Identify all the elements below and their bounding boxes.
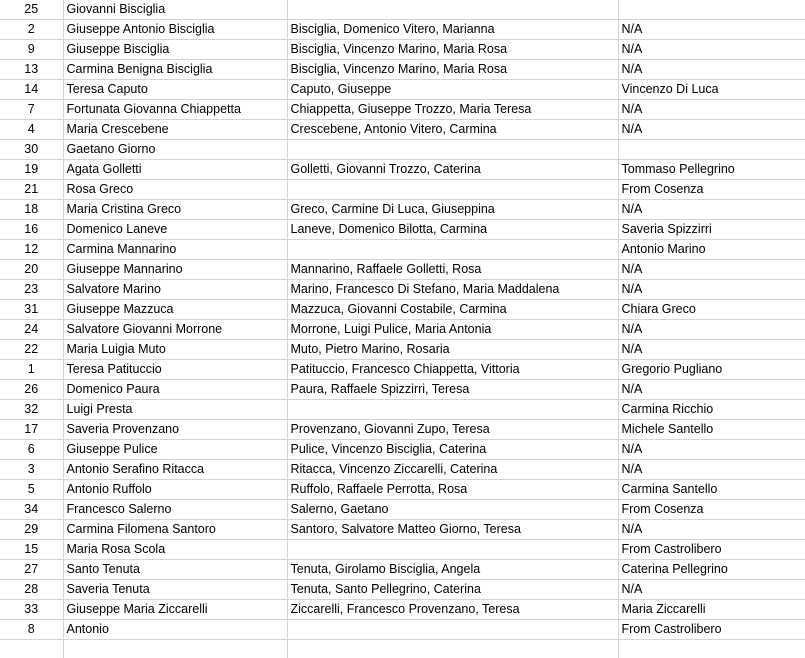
table-row [0, 60, 805, 80]
table-row [0, 120, 805, 140]
table-row [0, 560, 805, 580]
cell-number[interactable]: 2 [0, 20, 63, 40]
cell-parents[interactable]: Tenuta, Santo Pellegrino, Caterina [287, 580, 618, 600]
cell-note[interactable] [618, 0, 805, 20]
cell-note[interactable]: Michele Santello [618, 420, 805, 440]
table-row [0, 500, 805, 520]
cell-note[interactable]: N/A [618, 580, 805, 600]
cell-parents[interactable]: Ritacca, Vincenzo Ziccarelli, Caterina [287, 460, 618, 480]
table-row [0, 420, 805, 440]
table-row [0, 200, 805, 220]
cell-number[interactable]: 9 [0, 40, 63, 60]
table-row [0, 220, 805, 240]
cell-note[interactable] [618, 640, 805, 658]
cell-parents[interactable] [287, 140, 618, 160]
cell-name[interactable]: Giuseppe Mannarino [63, 260, 287, 280]
cell-parents[interactable]: Chiappetta, Giuseppe Trozzo, Maria Teresa [287, 100, 618, 120]
cell-number[interactable]: 12 [0, 240, 63, 260]
cell-note[interactable]: N/A [618, 20, 805, 40]
cell-name[interactable]: Saveria Provenzano [63, 420, 287, 440]
cell-name[interactable]: Carmina Filomena Santoro [63, 520, 287, 540]
table-row [0, 620, 805, 640]
cell-parents[interactable] [287, 180, 618, 200]
cell-name[interactable]: Antonio [63, 620, 287, 640]
cell-number[interactable]: 16 [0, 220, 63, 240]
cell-number[interactable]: 28 [0, 580, 63, 600]
cell-number[interactable]: 32 [0, 400, 63, 420]
table-row [0, 80, 805, 100]
cell-number[interactable]: 5 [0, 480, 63, 500]
cell-name[interactable]: Domenico Paura [63, 380, 287, 400]
cell-parents[interactable] [287, 640, 618, 658]
cell-name[interactable]: Teresa Patituccio [63, 360, 287, 380]
table-row [0, 480, 805, 500]
cell-note[interactable]: N/A [618, 260, 805, 280]
cell-parents[interactable]: Muto, Pietro Marino, Rosaria [287, 340, 618, 360]
table-row [0, 400, 805, 420]
cell-note[interactable]: N/A [618, 200, 805, 220]
cell-note[interactable]: Carmina Ricchio [618, 400, 805, 420]
table-row [0, 580, 805, 600]
cell-number[interactable]: 4 [0, 120, 63, 140]
cell-parents[interactable] [287, 620, 618, 640]
cell-name[interactable]: Giovanni Bisciglia [63, 0, 287, 20]
cell-number[interactable]: 7 [0, 100, 63, 120]
cell-parents[interactable]: Mazzuca, Giovanni Costabile, Carmina [287, 300, 618, 320]
cell-note[interactable]: Tommaso Pellegrino [618, 160, 805, 180]
cell-note[interactable]: Vincenzo Di Luca [618, 80, 805, 100]
cell-note[interactable]: N/A [618, 120, 805, 140]
cell-parents[interactable] [287, 0, 618, 20]
cell-note[interactable] [618, 140, 805, 160]
table-row [0, 160, 805, 180]
cell-number[interactable]: 31 [0, 300, 63, 320]
cell-parents[interactable]: Crescebene, Antonio Vitero, Carmina [287, 120, 618, 140]
cell-note[interactable]: From Castrolibero [618, 540, 805, 560]
cell-name[interactable]: Salvatore Giovanni Morrone [63, 320, 287, 340]
cell-number[interactable]: 30 [0, 140, 63, 160]
cell-number[interactable]: 15 [0, 540, 63, 560]
cell-number[interactable]: 25 [0, 0, 63, 20]
cell-name[interactable]: Teresa Caputo [63, 80, 287, 100]
table-row [0, 360, 805, 380]
cell-name[interactable]: Francesco Salerno [63, 500, 287, 520]
cell-name[interactable]: Salvatore Marino [63, 280, 287, 300]
cell-name[interactable]: Carmina Mannarino [63, 240, 287, 260]
cell-parents[interactable]: Provenzano, Giovanni Zupo, Teresa [287, 420, 618, 440]
cell-number[interactable]: 27 [0, 560, 63, 580]
cell-parents[interactable]: Bisciglia, Vincenzo Marino, Maria Rosa [287, 60, 618, 80]
cell-number[interactable]: 29 [0, 520, 63, 540]
cell-name[interactable]: Maria Rosa Scola [63, 540, 287, 560]
cell-note[interactable]: N/A [618, 280, 805, 300]
cell-number[interactable]: 19 [0, 160, 63, 180]
cell-name[interactable]: Luigi Presta [63, 400, 287, 420]
cell-note[interactable]: N/A [618, 440, 805, 460]
cell-parents[interactable]: Patituccio, Francesco Chiappetta, Vittoria [287, 360, 618, 380]
cell-name[interactable]: Maria Crescebene [63, 120, 287, 140]
cell-number[interactable]: 33 [0, 600, 63, 620]
cell-name[interactable]: Giuseppe Mazzuca [63, 300, 287, 320]
table-row [0, 440, 805, 460]
cell-note[interactable]: Gregorio Pugliano [618, 360, 805, 380]
cell-name[interactable]: Giuseppe Bisciglia [63, 40, 287, 60]
cell-note[interactable]: Chiara Greco [618, 300, 805, 320]
cell-parents[interactable]: Bisciglia, Vincenzo Marino, Maria Rosa [287, 40, 618, 60]
cell-parents[interactable]: Laneve, Domenico Bilotta, Carmina [287, 220, 618, 240]
table-row [0, 180, 805, 200]
cell-note[interactable]: N/A [618, 340, 805, 360]
cell-note[interactable]: N/A [618, 460, 805, 480]
cell-number[interactable]: 34 [0, 500, 63, 520]
cell-parents[interactable]: Golletti, Giovanni Trozzo, Caterina [287, 160, 618, 180]
cell-note[interactable]: From Cosenza [618, 500, 805, 520]
table-row [0, 240, 805, 260]
cell-note[interactable]: Carmina Santello [618, 480, 805, 500]
cell-number[interactable]: 13 [0, 60, 63, 80]
cell-name[interactable]: Domenico Laneve [63, 220, 287, 240]
cell-parents[interactable]: Marino, Francesco Di Stefano, Maria Maddalena [287, 280, 618, 300]
cell-name[interactable]: Santo Tenuta [63, 560, 287, 580]
cell-parents[interactable]: Ruffolo, Raffaele Perrotta, Rosa [287, 480, 618, 500]
cell-note[interactable]: N/A [618, 380, 805, 400]
cell-name[interactable]: Giuseppe Antonio Bisciglia [63, 20, 287, 40]
cell-note[interactable]: N/A [618, 60, 805, 80]
cell-name[interactable]: Fortunata Giovanna Chiappetta [63, 100, 287, 120]
table-row [0, 600, 805, 620]
cell-note[interactable]: From Castrolibero [618, 620, 805, 640]
cell-number[interactable]: 18 [0, 200, 63, 220]
cell-name[interactable]: Giuseppe Pulice [63, 440, 287, 460]
cell-number[interactable]: 23 [0, 280, 63, 300]
cell-note[interactable]: Saveria Spizzirri [618, 220, 805, 240]
cell-name[interactable]: Rosa Greco [63, 180, 287, 200]
cell-parents[interactable]: Greco, Carmine Di Luca, Giuseppina [287, 200, 618, 220]
cell-number[interactable] [0, 640, 63, 658]
cell-parents[interactable]: Santoro, Salvatore Matteo Giorno, Teresa [287, 520, 618, 540]
cell-number[interactable]: 26 [0, 380, 63, 400]
table-row [0, 100, 805, 120]
cell-note[interactable]: Caterina Pellegrino [618, 560, 805, 580]
cell-note[interactable]: N/A [618, 520, 805, 540]
cell-name[interactable]: Antonio Ruffolo [63, 480, 287, 500]
cell-number[interactable]: 3 [0, 460, 63, 480]
cell-parents[interactable] [287, 540, 618, 560]
cell-note[interactable]: Maria Ziccarelli [618, 600, 805, 620]
cell-note[interactable]: N/A [618, 320, 805, 340]
cell-number[interactable]: 14 [0, 80, 63, 100]
cell-note[interactable]: Antonio Marino [618, 240, 805, 260]
cell-name[interactable]: Gaetano Giorno [63, 140, 287, 160]
table-row [0, 140, 805, 160]
cell-parents[interactable]: Mannarino, Raffaele Golletti, Rosa [287, 260, 618, 280]
cell-name[interactable] [63, 640, 287, 658]
cell-number[interactable]: 22 [0, 340, 63, 360]
cell-parents[interactable]: Bisciglia, Domenico Vitero, Marianna [287, 20, 618, 40]
cell-name[interactable]: Carmina Benigna Bisciglia [63, 60, 287, 80]
table-row [0, 380, 805, 400]
cell-parents[interactable]: Paura, Raffaele Spizzirri, Teresa [287, 380, 618, 400]
cell-number[interactable]: 17 [0, 420, 63, 440]
table-row [0, 280, 805, 300]
cell-parents[interactable] [287, 400, 618, 420]
cell-number[interactable]: 24 [0, 320, 63, 340]
cell-parents[interactable]: Pulice, Vincenzo Bisciglia, Caterina [287, 440, 618, 460]
table-row [0, 340, 805, 360]
cell-number[interactable]: 6 [0, 440, 63, 460]
cell-name[interactable]: Agata Golletti [63, 160, 287, 180]
table-row [0, 320, 805, 340]
cell-name[interactable]: Saveria Tenuta [63, 580, 287, 600]
cell-parents[interactable]: Caputo, Giuseppe [287, 80, 618, 100]
cell-number[interactable]: 1 [0, 360, 63, 380]
table-row [0, 540, 805, 560]
table-row [0, 460, 805, 480]
cell-name[interactable]: Antonio Serafino Ritacca [63, 460, 287, 480]
cell-parents[interactable] [287, 240, 618, 260]
cell-number[interactable]: 8 [0, 620, 63, 640]
cell-note[interactable]: From Cosenza [618, 180, 805, 200]
cell-name[interactable]: Maria Luigia Muto [63, 340, 287, 360]
cell-note[interactable]: N/A [618, 40, 805, 60]
table-row [0, 300, 805, 320]
cell-parents[interactable]: Morrone, Luigi Pulice, Maria Antonia [287, 320, 618, 340]
table-row [0, 20, 805, 40]
cell-note[interactable]: N/A [618, 100, 805, 120]
cell-parents[interactable]: Salerno, Gaetano [287, 500, 618, 520]
table-row [0, 640, 805, 658]
table-row [0, 0, 805, 20]
cell-name[interactable]: Maria Cristina Greco [63, 200, 287, 220]
table-row [0, 260, 805, 280]
cell-parents[interactable]: Tenuta, Girolamo Bisciglia, Angela [287, 560, 618, 580]
cell-number[interactable]: 21 [0, 180, 63, 200]
cell-number[interactable]: 20 [0, 260, 63, 280]
cell-parents[interactable]: Ziccarelli, Francesco Provenzano, Teresa [287, 600, 618, 620]
table-row [0, 520, 805, 540]
table-row [0, 40, 805, 60]
cell-name[interactable]: Giuseppe Maria Ziccarelli [63, 600, 287, 620]
